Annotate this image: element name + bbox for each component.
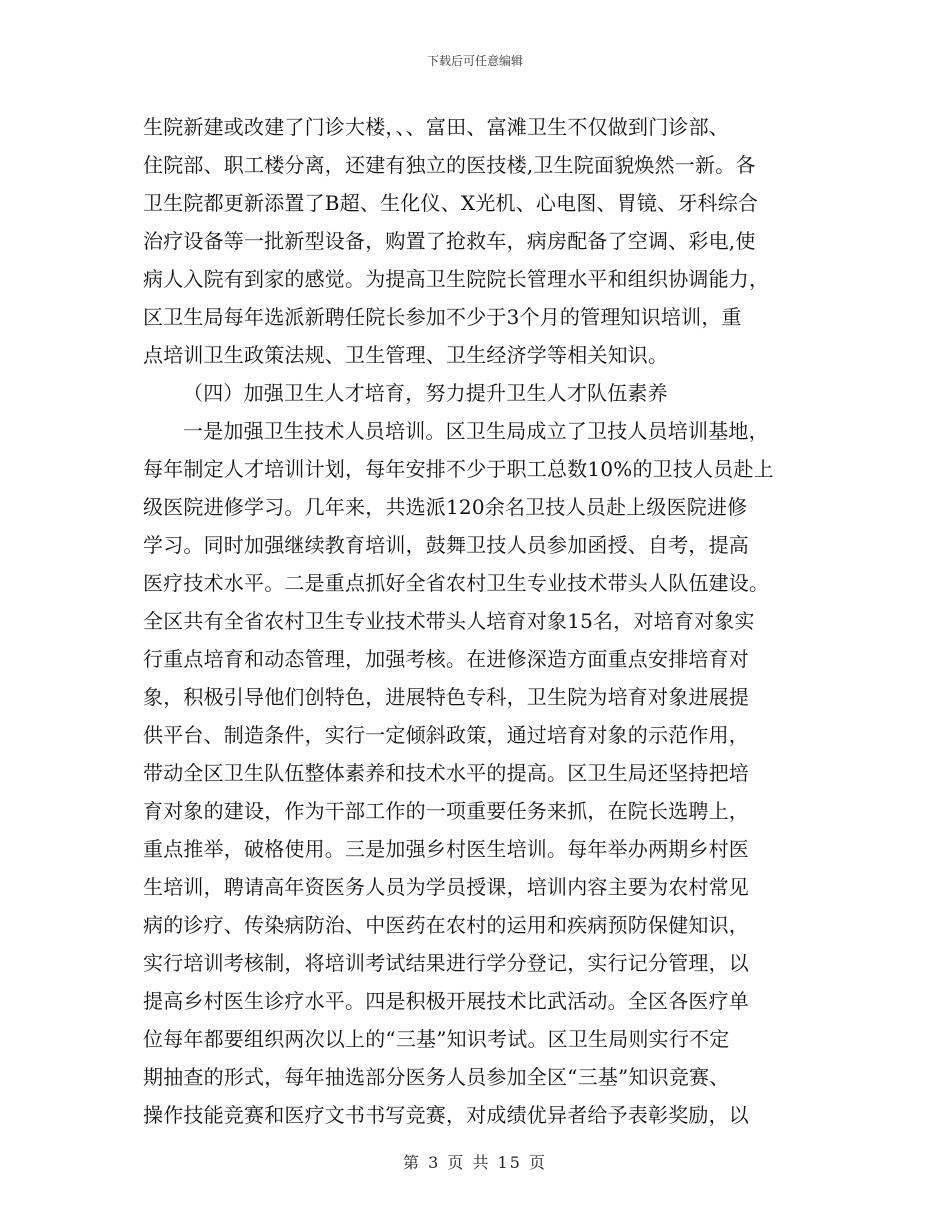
document-body xyxy=(143,108,808,1134)
text-line: 行重点培育和动态管理，加强考核。在进修深造方面重点安排培育对 xyxy=(143,647,749,671)
text-line: 带动全区卫生队伍整体素养和技术水平的提高。区卫生局还坚持把培 xyxy=(143,761,749,785)
text-line: 点培训卫生政策法规、卫生管理、卫生经济学等相关知识。 xyxy=(143,343,669,367)
text-line: 治疗设备等一批新型设备，购置了抢救车，病房配备了空调、彩电,使 xyxy=(143,229,756,253)
text-line: 操作技能竞赛和医疗文书书写竞赛，对成绩优异者给予表彰奖励，以 xyxy=(143,1103,749,1127)
text-line: 生院新建或改建了门诊大楼，、、富田、富滩卫生不仅做到门诊部、 xyxy=(143,115,729,139)
text-line: 实行培训考核制，将培训考试结果进行学分登记，实行记分管理，以 xyxy=(143,951,749,975)
paragraph-first-line: 一是加强卫生技术人员培训。区卫生局成立了卫技人员培训基地， xyxy=(183,419,769,443)
text-line: 象，积极引导他们创特色，进展特色专科，卫生院为培育对象进展提 xyxy=(143,685,749,709)
text-line: 卫生院都更新添置了B超、生化仪、X光机、心电图、胃镜、牙科综合 xyxy=(143,191,759,215)
page-header: 下载后可任意编辑 xyxy=(426,54,523,68)
text-line: 每年制定人才培训计划，每年安排不少于职工总数10%的卫技人员赴上 xyxy=(143,457,774,481)
text-line: 区卫生局每年选派新聘任院长参加不少于3个月的管理知识培训，重 xyxy=(143,305,742,329)
page-number-footer: 第 3 页 共 15 页 xyxy=(403,1153,547,1172)
text-line: 全区共有全省农村卫生专业技术带头人培育对象15名，对培育对象实 xyxy=(143,609,755,633)
text-line: 提高乡村医生诊疗水平。四是积极开展技术比武活动。全区各医疗单 xyxy=(143,989,749,1013)
text-line: 住院部、职工楼分离，还建有独立的医技楼,卫生院面貌焕然一新。各 xyxy=(143,153,756,177)
text-line: 级医院进修学习。几年来，共选派120余名卫技人员赴上级医院进修 xyxy=(143,495,748,519)
text-line: 供平台、制造条件，实行一定倾斜政策，通过培育对象的示范作用， xyxy=(143,723,749,747)
text-line: 病的诊疗、传染病防治、中医药在农村的运用和疾病预防保健知识， xyxy=(143,913,749,937)
text-line: 医疗技术水平。二是重点抓好全省农村卫生专业技术带头人队伍建设。 xyxy=(143,571,770,595)
text-line: 育对象的建设，作为干部工作的一项重要任务来抓，在院长选聘上， xyxy=(143,799,749,823)
text-line: 病人入院有到家的感觉。为提高卫生院院长管理水平和组织协调能力， xyxy=(143,267,770,291)
text-line: 重点推举，破格使用。三是加强乡村医生培训。每年举办两期乡村医 xyxy=(143,837,749,861)
section-heading: （四）加强卫生人才培育，努力提升卫生人才队伍素养 xyxy=(183,381,668,405)
text-line: 期抽查的形式，每年抽选部分医务人员参加全区“三基”知识竞赛、 xyxy=(143,1065,730,1089)
text-line: 生培训，聘请高年资医务人员为学员授课，培训内容主要为农村常见 xyxy=(143,875,749,899)
text-line: 学习。同时加强继续教育培训，鼓舞卫技人员参加函授、自考，提高 xyxy=(143,533,749,557)
text-line: 位每年都要组织两次以上的“三基”知识考试。区卫生局则实行不定 xyxy=(143,1027,730,1051)
